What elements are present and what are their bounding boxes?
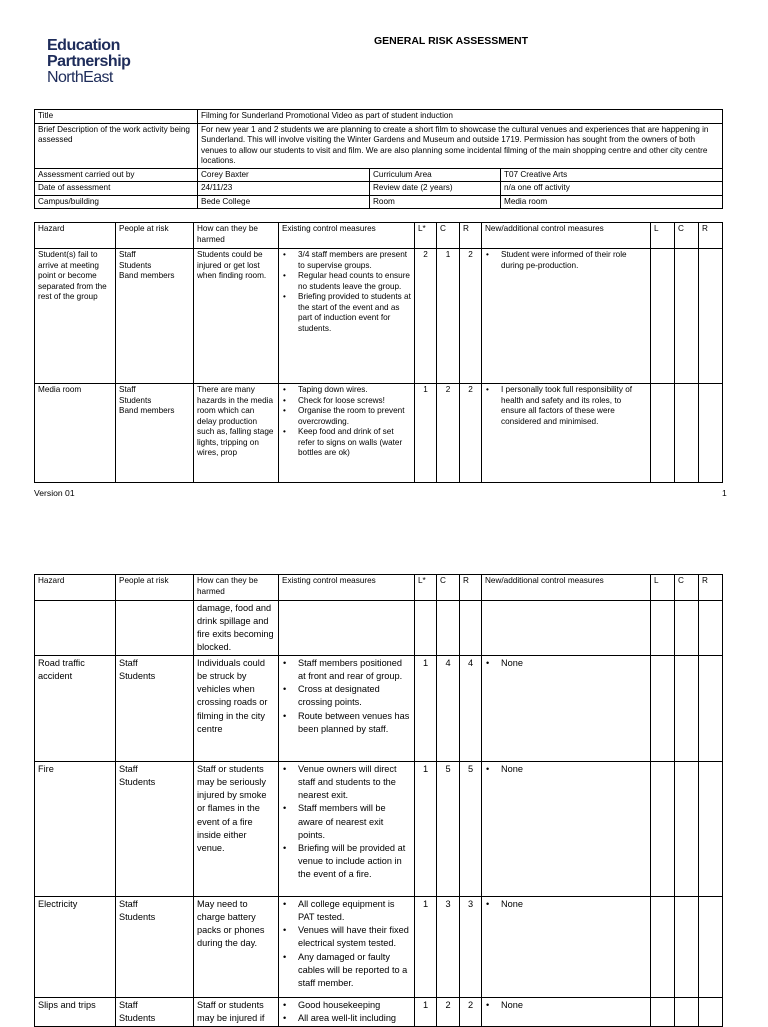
consequence-cell: 3 <box>437 897 460 998</box>
col-l2: L <box>651 223 675 249</box>
measure-item: • Good housekeeping <box>282 999 411 1012</box>
hazard-cell: Slips and trips <box>35 998 116 1027</box>
measure-item: • 3/4 staff members are present to supervise groups. <box>282 250 411 271</box>
col-r: R <box>460 223 482 249</box>
likelihood-cell: 1 <box>415 656 437 762</box>
likelihood-cell: 2 <box>415 249 437 384</box>
col-existing: Existing control measures <box>279 575 415 601</box>
person-item: Students <box>119 912 156 923</box>
measure-item: • None <box>485 657 647 670</box>
hazard-cell <box>35 601 116 656</box>
col-r2: R <box>699 575 723 601</box>
hazard-cell: Fire <box>35 762 116 897</box>
person-item: Staff <box>119 658 138 669</box>
person-item: Students <box>119 671 156 682</box>
consequence-cell: 2 <box>437 384 460 483</box>
logo-line-2: Partnership <box>47 53 131 70</box>
existing-measures-cell <box>279 249 415 384</box>
existing-measures-cell <box>279 656 415 762</box>
measure-item: • Keep food and drink of set refer to signs on walls (water bottles are ok) <box>282 427 411 459</box>
harm-cell: Students could be injured or get lost when finding room. <box>194 249 279 384</box>
residual-l-cell <box>651 249 675 384</box>
col-harm: How can they be harmed <box>194 575 279 601</box>
col-c: C <box>437 223 460 249</box>
col-c2: C <box>675 575 699 601</box>
new-measures-list <box>485 657 647 670</box>
risk-cell: 3 <box>460 897 482 998</box>
risk-cell: 2 <box>460 384 482 483</box>
residual-c-cell <box>675 998 699 1027</box>
review-value: n/a one off activity <box>501 182 723 196</box>
table-row <box>35 897 723 998</box>
col-harm: How can they be harmed <box>194 223 279 249</box>
residual-r-cell <box>699 384 723 483</box>
measure-item: • Regular head counts to ensure no students leave the group. <box>282 271 411 292</box>
col-new: New/additional control measures <box>482 575 651 601</box>
residual-c-cell <box>675 384 699 483</box>
likelihood-cell: 1 <box>415 384 437 483</box>
residual-l-cell <box>651 897 675 998</box>
residual-c-cell <box>675 249 699 384</box>
table-row <box>35 249 723 384</box>
header-row <box>35 223 723 249</box>
residual-l-cell <box>651 384 675 483</box>
residual-r-cell <box>699 762 723 897</box>
new-measures-cell <box>482 656 651 762</box>
existing-measures-list <box>282 999 411 1025</box>
logo <box>47 38 130 86</box>
consequence-cell <box>437 601 460 656</box>
people-cell <box>116 998 194 1027</box>
measure-item: • Any damaged or faulty cables will be reported to a staff member. <box>282 951 411 990</box>
table-row <box>35 384 723 483</box>
col-l-star: L* <box>415 223 437 249</box>
person-item: Band members <box>119 271 175 280</box>
col-people: People at risk <box>116 575 194 601</box>
review-label: Review date (2 years) <box>370 182 501 196</box>
measure-item: • All area well-lit including <box>282 1012 411 1025</box>
new-measures-list <box>485 763 647 776</box>
col-r2: R <box>699 223 723 249</box>
document-title: GENERAL RISK ASSESSMENT <box>374 35 529 47</box>
hazard-cell: Electricity <box>35 897 116 998</box>
harm-cell: Staff or students may be injured if <box>194 998 279 1027</box>
date-label: Date of assessment <box>35 182 198 196</box>
table-row <box>35 601 723 656</box>
residual-l-cell <box>651 656 675 762</box>
existing-measures-cell <box>279 897 415 998</box>
likelihood-cell <box>415 601 437 656</box>
existing-measures-list <box>282 657 411 735</box>
new-measures-cell <box>482 998 651 1027</box>
harm-cell: There are many hazards in the media room which can delay production such as, falling stage lights, tripping on wires, prop <box>194 384 279 483</box>
new-measures-cell <box>482 762 651 897</box>
harm-cell: May need to charge battery packs or phones during the day. <box>194 897 279 998</box>
hazard-cell: Road traffic accident <box>35 656 116 762</box>
measure-item: • Staff members positioned at front and rear of group. <box>282 657 411 683</box>
harm-cell: Individuals could be struck by vehicles when crossing roads or filming in the city centre <box>194 656 279 762</box>
person-item: Staff <box>119 385 136 394</box>
room-label: Room <box>370 195 501 209</box>
measure-item: • Organise the room to prevent overcrowding. <box>282 406 411 427</box>
residual-c-cell <box>675 897 699 998</box>
residual-r-cell <box>699 998 723 1027</box>
measure-item: • Route between venues has been planned by staff. <box>282 710 411 736</box>
measure-item: • Taping down wires. <box>282 385 411 396</box>
new-measures-list <box>485 250 647 271</box>
new-measures-cell <box>482 601 651 656</box>
consequence-cell: 4 <box>437 656 460 762</box>
measure-item: • None <box>485 763 647 776</box>
title-value: Filming for Sunderland Promotional Video as part of student induction <box>198 110 723 124</box>
description-label: Brief Description of the work activity being assessed <box>35 123 198 168</box>
new-measures-list <box>485 385 647 427</box>
residual-c-cell <box>675 656 699 762</box>
col-l-star: L* <box>415 575 437 601</box>
info-table <box>34 109 723 209</box>
new-measures-list <box>485 999 647 1012</box>
existing-measures-cell <box>279 762 415 897</box>
people-cell <box>116 601 194 656</box>
person-item: Staff <box>119 899 138 910</box>
residual-c-cell <box>675 601 699 656</box>
people-cell <box>116 384 194 483</box>
measure-item: • All college equipment is PAT tested. <box>282 898 411 924</box>
version-label: Version 01 <box>34 488 75 498</box>
curriculum-value: T07 Creative Arts <box>501 168 723 182</box>
measure-item: • Student were informed of their role during pe-production. <box>485 250 647 271</box>
title-label: Title <box>35 110 198 124</box>
person-item: Students <box>119 1013 156 1024</box>
existing-measures-list <box>282 898 411 989</box>
carried-out-value: Corey Baxter <box>198 168 370 182</box>
table-row <box>35 656 723 762</box>
measure-item: • Venues will have their fixed electrical system tested. <box>282 924 411 950</box>
risk-table-page-2 <box>34 574 723 1027</box>
col-c: C <box>437 575 460 601</box>
measure-item: • Check for loose screws! <box>282 396 411 407</box>
person-item: Band members <box>119 406 175 415</box>
risk-cell: 2 <box>460 998 482 1027</box>
person-item: Students <box>119 395 152 405</box>
risk-table-page-1 <box>34 222 723 483</box>
person-item: Staff <box>119 764 138 775</box>
room-value: Media room <box>501 195 723 209</box>
col-r: R <box>460 575 482 601</box>
measure-item: • Briefing provided to students at the start of the event and as part of induction event for students. <box>282 292 411 334</box>
description-value: For new year 1 and 2 students we are planning to create a short film to showcase the cultural venues and experiences that are happening in Sunderland. This will involve visiting the Winter Gardens and Museum and outside 1719. Permission has sought from the owners of both venues to allow our students to visit and film. We are also planning some incidental filming of the main shopping centre and other city centre locations. <box>198 123 723 168</box>
existing-measures-cell <box>279 601 415 656</box>
residual-r-cell <box>699 656 723 762</box>
col-hazard: Hazard <box>35 223 116 249</box>
curriculum-label: Curriculum Area <box>370 168 501 182</box>
residual-r-cell <box>699 601 723 656</box>
residual-l-cell <box>651 998 675 1027</box>
table-row <box>35 998 723 1027</box>
likelihood-cell: 1 <box>415 998 437 1027</box>
col-l2: L <box>651 575 675 601</box>
col-existing: Existing control measures <box>279 223 415 249</box>
col-people: People at risk <box>116 223 194 249</box>
people-cell <box>116 656 194 762</box>
residual-l-cell <box>651 762 675 897</box>
col-c2: C <box>675 223 699 249</box>
existing-measures-list <box>282 763 411 881</box>
likelihood-cell: 1 <box>415 762 437 897</box>
new-measures-cell <box>482 384 651 483</box>
residual-l-cell <box>651 601 675 656</box>
hazard-cell: Student(s) fail to arrive at meeting point or become separated from the rest of the group <box>35 249 116 384</box>
risk-cell: 2 <box>460 249 482 384</box>
person-item: Staff <box>119 250 136 259</box>
person-item: Students <box>119 260 152 270</box>
page-number: 1 <box>722 488 727 498</box>
new-measures-cell <box>482 249 651 384</box>
measure-item: • I personally took full responsibility of health and safety and its roles, to ensure all factors of these were considered and minimised. <box>485 385 647 427</box>
risk-cell: 5 <box>460 762 482 897</box>
consequence-cell: 2 <box>437 998 460 1027</box>
measure-item: • None <box>485 999 647 1012</box>
logo-line-1: Education <box>47 37 120 54</box>
risk-cell <box>460 601 482 656</box>
measure-item: • Venue owners will direct staff and students to the nearest exit. <box>282 763 411 802</box>
measure-item: • None <box>485 898 647 911</box>
person-item: Students <box>119 777 156 788</box>
people-cell <box>116 249 194 384</box>
date-value: 24/11/23 <box>198 182 370 196</box>
likelihood-cell: 1 <box>415 897 437 998</box>
measure-item: • Staff members will be aware of nearest exit points. <box>282 802 411 841</box>
campus-label: Campus/building <box>35 195 198 209</box>
campus-value: Bede College <box>198 195 370 209</box>
person-item: Staff <box>119 1000 138 1011</box>
consequence-cell: 5 <box>437 762 460 897</box>
carried-out-label: Assessment carried out by <box>35 168 198 182</box>
consequence-cell: 1 <box>437 249 460 384</box>
existing-measures-cell <box>279 998 415 1027</box>
hazard-cell: Media room <box>35 384 116 483</box>
measure-item: • Briefing will be provided at venue to include action in the event of a fire. <box>282 842 411 881</box>
residual-r-cell <box>699 897 723 998</box>
measure-item: • Cross at designated crossing points. <box>282 683 411 709</box>
logo-line-3: NorthEast <box>47 69 113 86</box>
existing-measures-cell <box>279 384 415 483</box>
people-cell <box>116 897 194 998</box>
header-row <box>35 575 723 601</box>
harm-cell: damage, food and drink spillage and fire exits becoming blocked. <box>194 601 279 656</box>
new-measures-cell <box>482 897 651 998</box>
residual-r-cell <box>699 249 723 384</box>
risk-cell: 4 <box>460 656 482 762</box>
existing-measures-list <box>282 250 411 334</box>
harm-cell: Staff or students may be seriously injured by smoke or flames in the event of a fire inside either venue. <box>194 762 279 897</box>
new-measures-list <box>485 898 647 911</box>
col-hazard: Hazard <box>35 575 116 601</box>
col-new: New/additional control measures <box>482 223 651 249</box>
people-cell <box>116 762 194 897</box>
residual-c-cell <box>675 762 699 897</box>
existing-measures-list <box>282 385 411 459</box>
table-row <box>35 762 723 897</box>
